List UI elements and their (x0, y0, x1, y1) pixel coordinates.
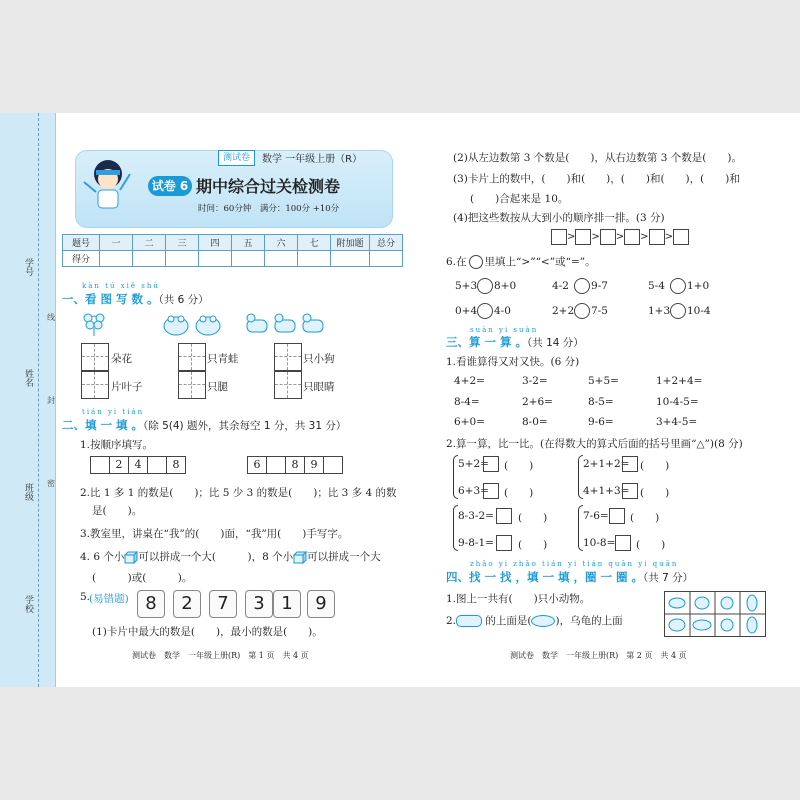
compare-circle[interactable] (574, 303, 590, 319)
animals-icon (665, 592, 765, 636)
seq-cell[interactable]: 8 (166, 456, 186, 474)
cmp-left: 0+4 (455, 305, 478, 317)
order-box[interactable] (600, 229, 616, 245)
time-score-info: 时间：60分钟 满分：100分 +10分 (198, 204, 340, 214)
pair-expr: 4+1+3= (583, 485, 630, 497)
calc-item: 9-6= (588, 416, 614, 428)
compare-paren[interactable]: ( ) (636, 539, 666, 551)
order-box[interactable] (649, 229, 665, 245)
compare-paren[interactable]: ( ) (518, 539, 548, 551)
calc-item: 4+2= (454, 375, 485, 387)
score-cell[interactable] (199, 251, 232, 267)
number-card: 2 (173, 590, 201, 618)
q4-2-text: 2. 的上面是( )，乌龟的上面 (446, 615, 623, 627)
dogs-icon (245, 312, 331, 336)
score-header: 四 (199, 235, 232, 251)
leaves-label: 片叶子 (111, 381, 143, 393)
order-box[interactable] (624, 229, 640, 245)
score-table (62, 234, 403, 267)
number-card: 7 (209, 590, 237, 618)
flower-icon (82, 310, 106, 336)
compare-paren[interactable]: ( ) (518, 512, 548, 524)
score-header: 三 (166, 235, 199, 251)
animal-picture-grid (664, 591, 766, 637)
calc-item: 8-4= (454, 396, 480, 408)
flowers-label: 朵花 (111, 353, 132, 365)
answer-box[interactable] (496, 535, 512, 551)
answer-box[interactable] (615, 535, 631, 551)
answer-box[interactable] (622, 483, 638, 499)
q2-1-text: 1.按顺序填写。 (80, 439, 154, 451)
calc-item: 2+6= (522, 396, 553, 408)
page-footer-left: 测试卷 数学 一年级上册(R) 第 1 页 共 4 页 (132, 651, 309, 660)
calc-item: 8-5= (588, 396, 614, 408)
error-prone-tag: (易错题) (89, 593, 129, 605)
score-header: 七 (298, 235, 331, 251)
score-cell[interactable] (100, 251, 133, 267)
legs-label: 只腿 (207, 381, 228, 393)
compare-circle[interactable] (670, 278, 686, 294)
calc-item: 6+0= (454, 416, 485, 428)
page-title: 期中综合过关检测卷 (196, 177, 341, 196)
ordering-boxes: > > > > > (551, 229, 689, 245)
pair-expr: 10-8= (583, 537, 616, 549)
section3-pinyin: suàn yi suàn (470, 326, 539, 334)
cmp-left: 5+3 (455, 280, 478, 292)
answer-box[interactable] (609, 508, 625, 524)
frogs-label: 只青蛙 (207, 353, 239, 365)
q2-4-text: 4. 6 个小 可以拼成一个大( )，8 个小 可以拼成一个大 (80, 551, 381, 563)
compare-paren[interactable]: ( ) (630, 512, 660, 524)
q2-2-text: 2.比 1 多 1 的数是( )；比 5 少 3 的数是( )；比 3 多 4 的数 (80, 487, 397, 499)
score-header: 一 (100, 235, 133, 251)
compare-paren[interactable]: ( ) (504, 487, 534, 499)
calc-item: 5+5= (588, 375, 619, 387)
score-cell[interactable] (133, 251, 166, 267)
cmp-right: 8+0 (494, 280, 517, 292)
boy-mascot-icon (78, 152, 138, 218)
section4-pinyin: zhǎo yi zhǎo tián yi tián quān yi quān (470, 560, 679, 568)
compare-circle-icon (469, 255, 483, 269)
number-card: 9 (307, 590, 335, 618)
score-row-label: 得分 (63, 251, 100, 267)
calc-item: 3+4-5= (656, 416, 698, 428)
eyes-label: 只眼睛 (303, 381, 335, 393)
answer-grid[interactable] (81, 343, 109, 371)
answer-box[interactable] (622, 456, 638, 472)
frogs-icon (160, 312, 226, 338)
q6-text: 6.在 里填上“>”“<”或“=”。 (446, 256, 596, 268)
number-card: 3 (245, 590, 273, 618)
cmp-left: 2+2 (552, 305, 575, 317)
score-header: 五 (232, 235, 265, 251)
q3-2-text: 2.算一算，比一比。(在得数大的算式后面的括号里画“△”)(8 分) (446, 438, 743, 450)
school-label: 学校 (23, 595, 33, 613)
q4-1-text: 1.图上一共有( )只小动物。 (446, 593, 591, 605)
compare-paren[interactable]: ( ) (640, 487, 670, 499)
number-card: 8 (137, 590, 165, 618)
answer-box[interactable] (496, 508, 512, 524)
compare-paren[interactable]: ( ) (504, 460, 534, 472)
section1-pinyin: kàn tú xiě shù (82, 282, 160, 290)
bind-mark-seal: 封 (47, 396, 55, 405)
score-header: 六 (265, 235, 298, 251)
answer-box[interactable] (483, 456, 499, 472)
seq-cell[interactable] (266, 456, 286, 474)
score-header: 题号 (63, 235, 100, 251)
score-cell[interactable] (298, 251, 331, 267)
student-id-label: 学号 (23, 258, 33, 276)
test-paper-tag: 测试卷 (218, 150, 255, 166)
score-cell[interactable] (265, 251, 298, 267)
seq-cell[interactable] (90, 456, 110, 474)
answer-grid[interactable] (81, 371, 109, 399)
cmp-right: 7-5 (591, 305, 608, 317)
pair-expr: 5+2= (458, 458, 489, 470)
score-cell[interactable] (166, 251, 199, 267)
bind-mark-secret: 密 (47, 479, 55, 488)
bind-mark-line: 线 (47, 313, 55, 322)
answer-grid[interactable] (178, 371, 206, 399)
section2-pinyin: tián yi tián (82, 408, 145, 416)
section2-title: 二、填 一 填 。（除 5(4) 题外，其余每空 1 分，共 31 分） (62, 418, 347, 432)
pair-expr: 2+1+2= (583, 458, 630, 470)
q2-2-text-cont: 是( )。 (92, 505, 143, 517)
pair-expr: 7-6= (583, 510, 609, 522)
order-box[interactable] (673, 229, 689, 245)
cmp-left: 1+3 (648, 305, 671, 317)
cmp-right: 9-7 (591, 280, 608, 292)
small-cube-icon (293, 551, 307, 564)
seq-cell[interactable] (147, 456, 167, 474)
cmp-left: 4-2 (552, 280, 569, 292)
order-box[interactable] (575, 229, 591, 245)
q2-3-text: 3.教室里，讲桌在“我”的( )面，“我”用( )手写字。 (80, 528, 349, 540)
score-cell[interactable] (331, 251, 370, 267)
turtle-icon (456, 615, 482, 627)
q2-5-number: 5. (80, 591, 91, 603)
calc-item: 8-0= (522, 416, 548, 428)
compare-circle[interactable] (670, 303, 686, 319)
compare-paren[interactable]: ( ) (640, 460, 670, 472)
section1-title: 一、看 图 写 数 。（共 6 分） (62, 292, 209, 306)
order-box[interactable] (551, 229, 567, 245)
q5-2-text: (2)从左边数第 3 个数是( )，从右边数第 3 个数是( )。 (453, 152, 742, 164)
answer-grid[interactable] (274, 343, 302, 371)
seq-cell[interactable] (323, 456, 343, 474)
small-cube-icon (124, 551, 138, 564)
cmp-right: 1+0 (687, 280, 710, 292)
q2-5-1-text: (1)卡片中最大的数是( )，最小的数是( )。 (92, 626, 323, 638)
score-cell[interactable] (232, 251, 265, 267)
section4-title: 四、找 一 找 ，填 一 填 ，圈 一 圈 。（共 7 分） (446, 570, 694, 584)
pair-expr: 6+3= (458, 485, 489, 497)
fish-icon (531, 615, 555, 627)
pair-expr: 8-3-2= (458, 510, 494, 522)
cmp-right: 4-0 (494, 305, 511, 317)
calc-item: 3-2= (522, 375, 548, 387)
q5-3-text-cont: ( )合起来是 10。 (470, 193, 569, 205)
name-label: 姓名 (23, 369, 33, 387)
seq-cell[interactable]: 9 (304, 456, 324, 474)
compare-circle[interactable] (477, 303, 493, 319)
pair-expr: 9-8-1= (458, 537, 494, 549)
answer-grid[interactable] (274, 371, 302, 399)
answer-box[interactable] (483, 483, 499, 499)
dogs-label: 只小狗 (303, 353, 335, 365)
seq-cell[interactable]: 4 (128, 456, 148, 474)
score-header: 二 (133, 235, 166, 251)
q2-4-text-cont: ( )或( )。 (92, 572, 193, 584)
q5-3-text: (3)卡片上的数中，( )和( )，( )和( )，( )和 (453, 173, 740, 185)
seq-cell[interactable]: 6 (247, 456, 267, 474)
q3-1-text: 1.看谁算得又对又快。(6 分) (446, 356, 580, 368)
cmp-right: 10-4 (687, 305, 711, 317)
compare-circle[interactable] (477, 278, 493, 294)
score-header: 附加题 (331, 235, 370, 251)
calc-item: 10-4-5= (656, 396, 699, 408)
q5-4-text: (4)把这些数按从大到小的顺序排一排。(3 分) (453, 212, 665, 224)
class-label: 班级 (23, 483, 33, 501)
cmp-left: 5-4 (648, 280, 665, 292)
subject-label: 数学 一年级上册（R） (262, 154, 363, 165)
calc-item: 1+2+4= (656, 375, 703, 387)
score-header: 总分 (370, 235, 403, 251)
seq-cell[interactable]: 2 (109, 456, 129, 474)
paper-number-badge: 试卷 6 (148, 176, 192, 196)
page-footer-right: 测试卷 数学 一年级上册(R) 第 2 页 共 4 页 (510, 651, 687, 660)
section3-title: 三、算 一 算 。（共 14 分） (446, 335, 584, 349)
compare-circle[interactable] (574, 278, 590, 294)
number-card: 1 (273, 590, 301, 618)
answer-grid[interactable] (178, 343, 206, 371)
score-cell[interactable] (370, 251, 403, 267)
seq-cell[interactable]: 8 (285, 456, 305, 474)
